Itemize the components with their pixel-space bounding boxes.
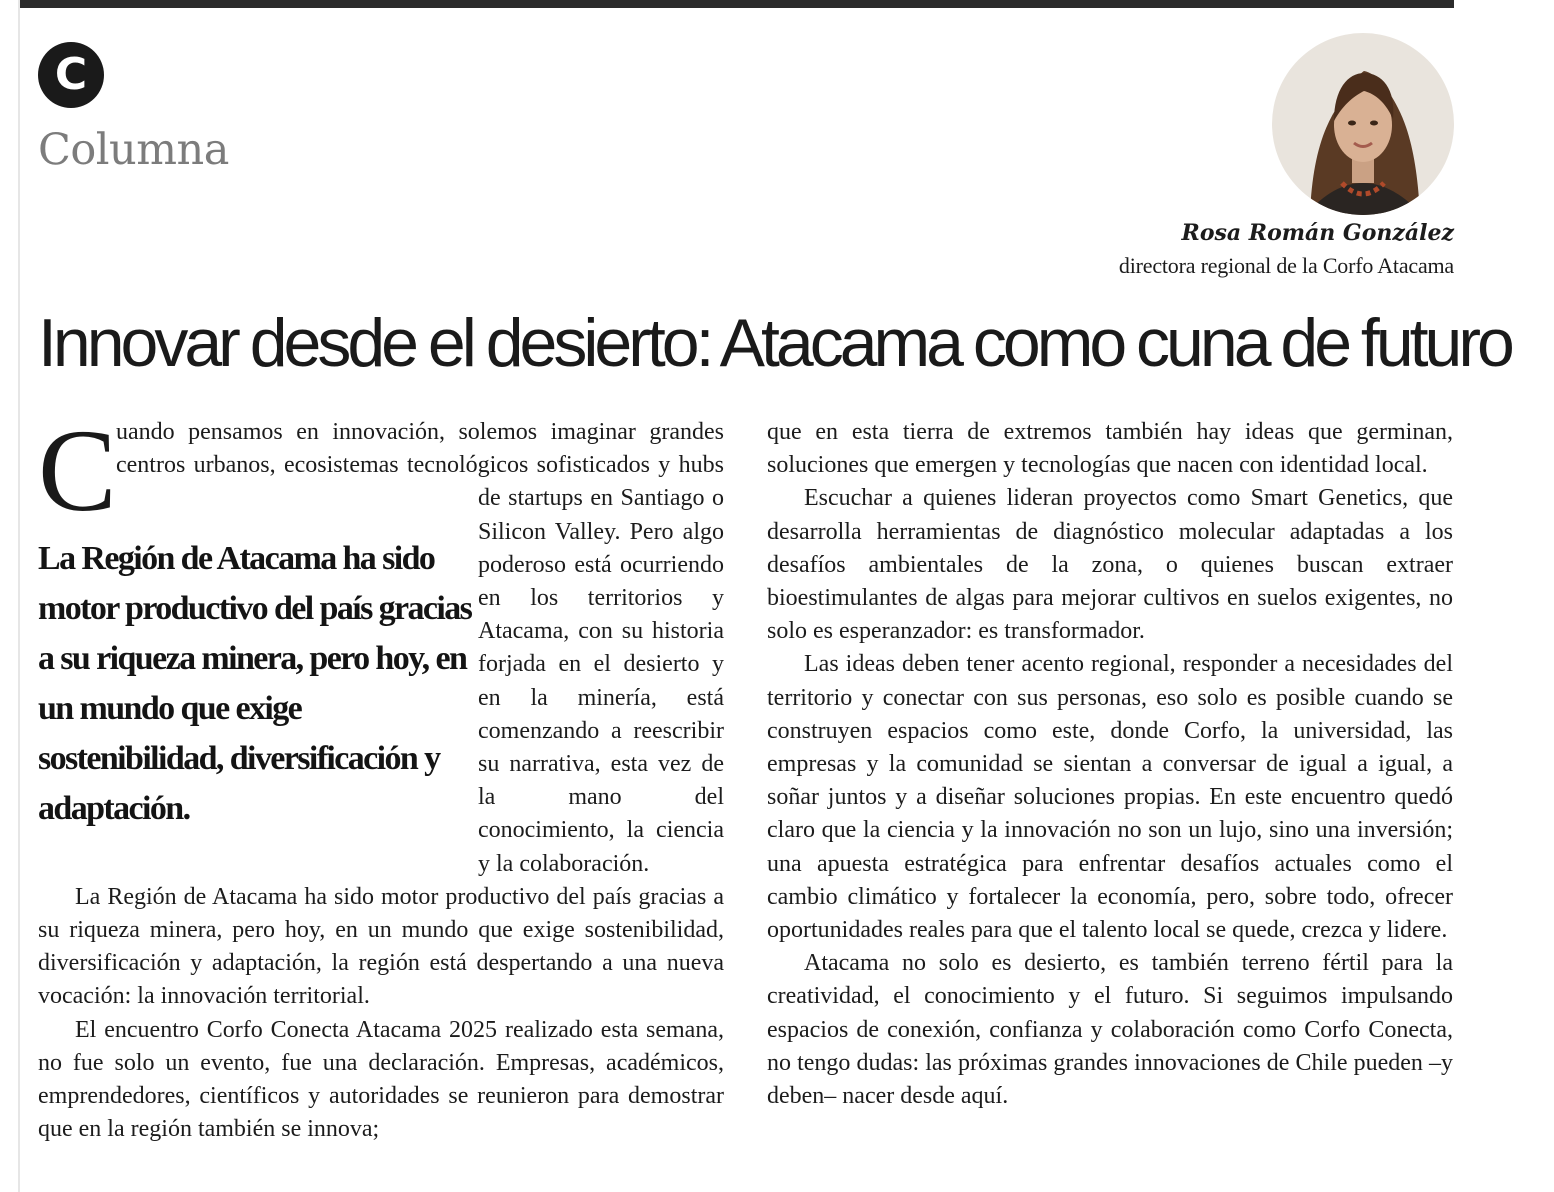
author-name: Rosa Román González: [1181, 220, 1454, 246]
author-portrait-icon: [1272, 33, 1454, 215]
paragraph-1-text: uando pensamos en innovación, solemos imaginar grandes centros urbanos, ecosistemas tecnológicos sofisticados y hubs de startups en Santiago o Silicon Valley. Pero algo poderoso está ocurriendo en los territorios y Atacama, con su historia forjada en el desierto y en la minería, está comenzando a reescribir su narrativa, esta vez de la mano del conocimiento, la ciencia y la colaboración.: [116, 419, 724, 877]
author-role: directora regional de la Corfo Atacama: [1118, 253, 1454, 278]
paragraph-3: El encuentro Corfo Conecta Atacama 2025 realizado esta semana, no fue solo un evento, fue una declaración. Empresas, académicos, emprendedores, científicos y autoridades se reunieron para demostrar que en la región también se innova;: [38, 1016, 724, 1143]
article-column-left: [38, 405, 724, 1146]
paragraph-5: Las ideas deben tener acento regional, responder a necesidades del territorio y conectar con sus personas, eso solo es posible cuando se construyen espacios como este, donde Corfo, la universidad, las empresas y la comunidad se sientan a conversar de igual a igual, a soñar juntos y a diseñar soluciones propias. En este encuentro quedó claro que la ciencia y la innovación no son un lujo, sino una inversión; una apuesta estratégica para enfrentar desafíos actuales como el cambio climático y fortalecer la economía, pero, sobre todo, ofrecer oportunidades reales para que el talento local se quede, crezca y lidere.: [767, 651, 1453, 944]
section-label: Columna: [38, 125, 229, 175]
paragraph-3-continued: que en esta tierra de extremos también hay ideas que germinan, soluciones que emergen y tecnologías que nacen con identidad local.: [767, 419, 1453, 479]
pull-quote: La Región de Atacama ha sido motor productivo del país gracias a su riqueza minera, pero hoy, en un mundo que exige sostenibilidad, diversificación y adaptación.: [38, 540, 472, 827]
drop-cap: C: [38, 405, 117, 536]
paragraph-4: Escuchar a quienes lideran proyectos como Smart Genetics, que desarrolla herramientas de diagnóstico molecular adaptadas a los desafíos ambientales de la zona, o quienes buscan extraer bioestimulantes de algas para mejorar cultivos en suelos exigentes, no solo es esperanzador: es transformador.: [767, 485, 1453, 645]
headline: Innovar desde el desierto: Atacama como cuna de futuro: [38, 305, 1511, 381]
top-rule: [20, 0, 1454, 8]
page-left-edge: [18, 0, 20, 1192]
author-photo: [1272, 33, 1454, 215]
article-column-right: [767, 416, 1453, 1113]
column-badge-icon: C: [38, 42, 104, 108]
paragraph-2: La Región de Atacama ha sido motor productivo del país gracias a su riqueza minera, pero hoy, en un mundo que exige sostenibilidad, diversificación y adaptación, la región está despertando a una nueva vocación: la innovación territorial.: [38, 883, 724, 1010]
paragraph-6: Atacama no solo es desierto, es también terreno fértil para la creatividad, el conocimiento y el futuro. Si seguimos impulsando espacios de conexión, confianza y colaboración como Corfo Conecta, no tengo dudas: las próximas grandes innovaciones de Chile pueden –y deben– nacer desde aquí.: [767, 950, 1453, 1110]
paragraph-1: [38, 405, 724, 881]
